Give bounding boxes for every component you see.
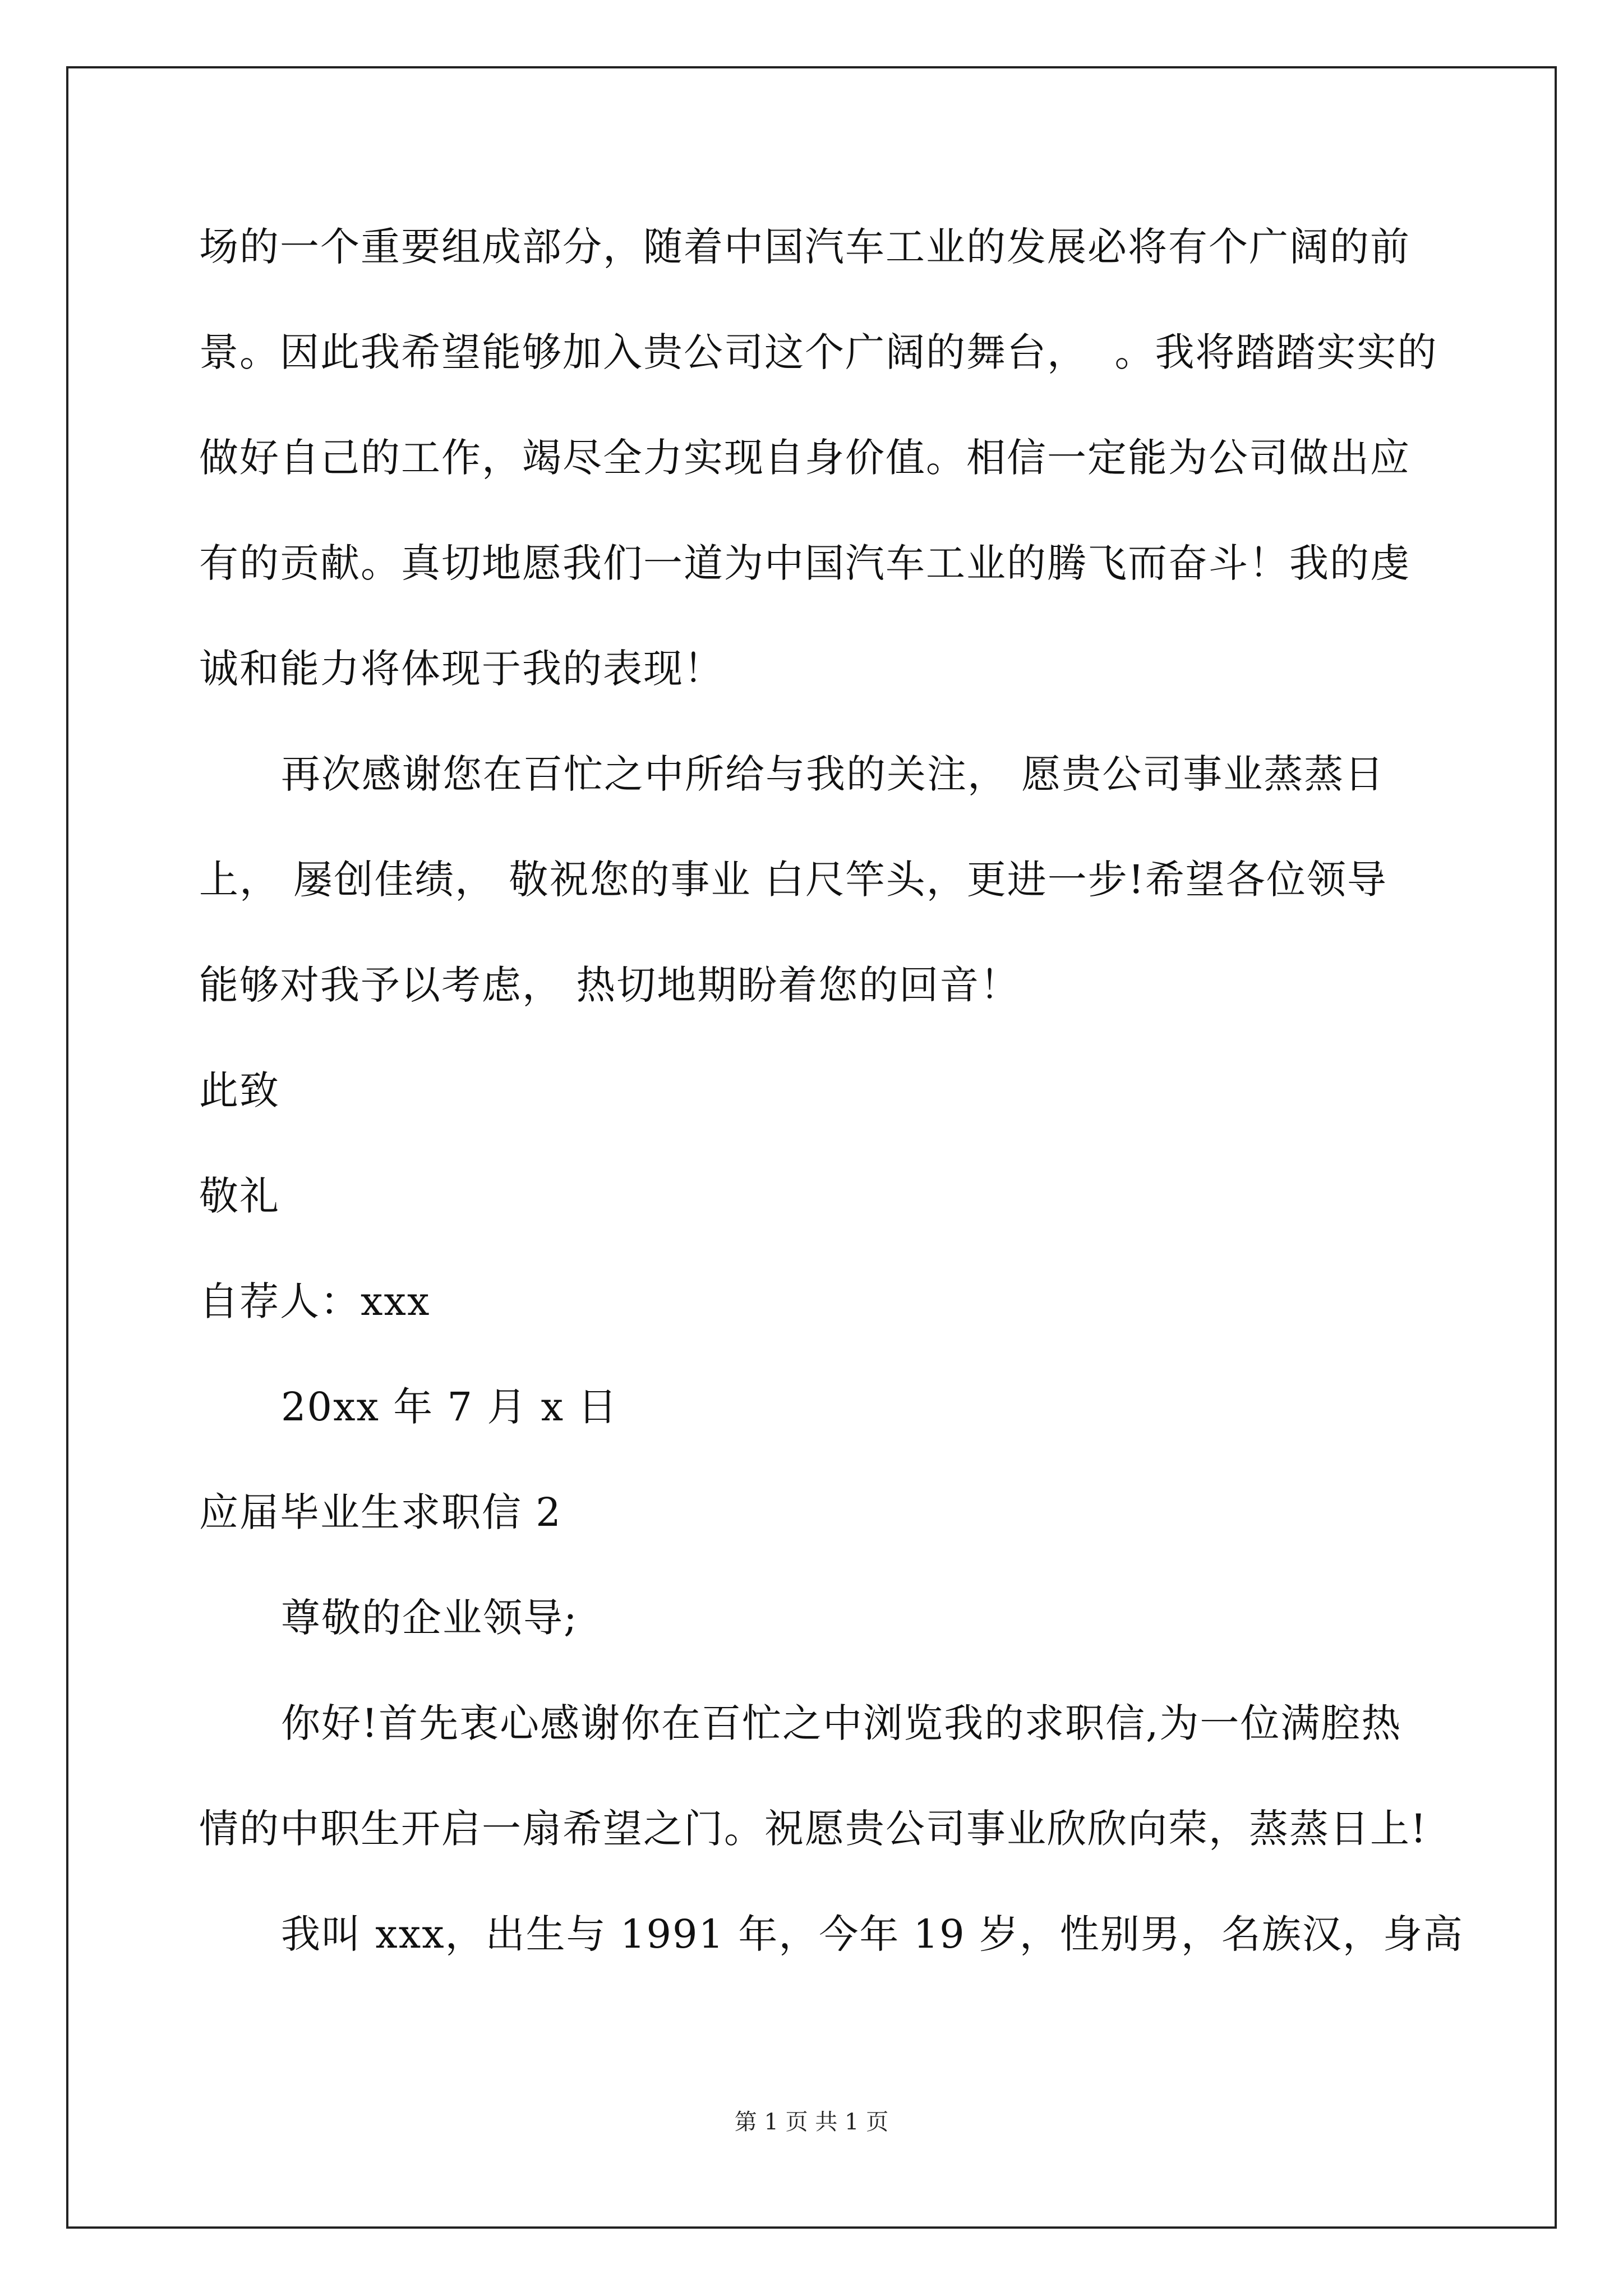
closing-salutation: 此致 (199, 1068, 280, 1114)
closing-regards: 敬礼 (199, 1173, 280, 1219)
text-line-3: 做好自己的工作，竭尽全力实现自身价值。相信一定能为公司做出应 (199, 435, 1410, 481)
section-title: 应届毕业生求职信 2 (199, 1489, 562, 1535)
page-footer: 第 1 页 共 1 页 (734, 2109, 889, 2135)
text-line-16: 情的中职生开启一扇希望之门。祝愿贵公司事业欣欣向荣，蒸蒸日上! (199, 1806, 1428, 1852)
text-line-8: 能够对我予以考虑， 热切地期盼着您的回音！ (199, 962, 1021, 1008)
text-line-17: 我叫 xxx，出生与 1991 年，今年 19 岁，性别男，名族汉，身高 (281, 1911, 1464, 1957)
text-line-5: 诚和能力将体现于我的表现！ (199, 646, 724, 692)
text-line-6: 再次感谢您在百忙之中所给与我的关注， 愿贵公司事业蒸蒸日 (281, 751, 1385, 797)
text-line-7: 上， 屡创佳绩， 敬祝您的事业 白尺竿头，更进一步!希望各位领导 (199, 857, 1387, 903)
text-line-2: 景。因此我希望能够加入贵公司这个广阔的舞台， 。我将踏踏实实的 (199, 329, 1438, 375)
greeting-line: 尊敬的企业领导; (281, 1595, 578, 1641)
letter-body (199, 216, 1464, 2009)
text-line-15: 你好!首先衷心感谢你在百忙之中浏览我的求职信,为一位满腔热 (281, 1700, 1402, 1746)
date-line: 20xx 年 7 月 x 日 (281, 1384, 619, 1430)
text-line-1: 场的一个重要组成部分，随着中国汽车工业的发展必将有个广阔的前 (199, 224, 1410, 270)
signature-line: 自荐人：xxx (199, 1278, 431, 1324)
text-line-4: 有的贡献。真切地愿我们一道为中国汽车工业的腾飞而奋斗！我的虔 (199, 540, 1410, 586)
